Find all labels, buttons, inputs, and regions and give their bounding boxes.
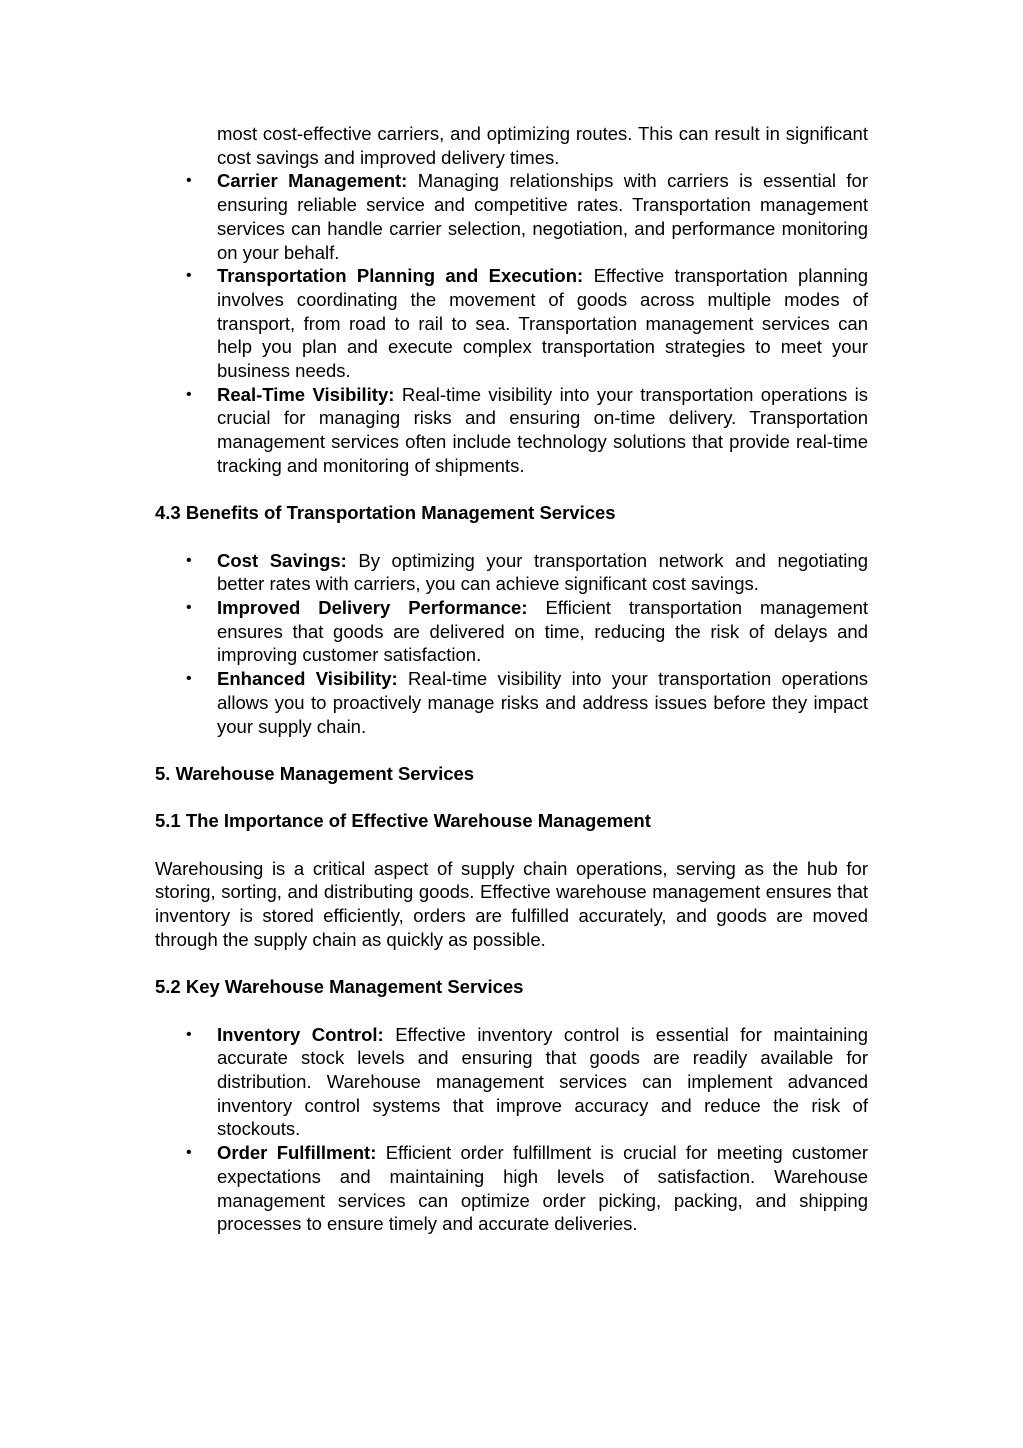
list-item bbox=[217, 667, 868, 738]
section-heading-5: 5. Warehouse Management Services bbox=[155, 762, 475, 784]
benefits-list bbox=[155, 549, 868, 739]
list-item bbox=[217, 383, 868, 478]
list-item-text: Real-time visibility into your transportation operations is crucial for managing risks and ensuring on-time delivery. Transportation management services often include technology solutions that provide real-time tracking and monitoring of shipments. bbox=[217, 383, 868, 476]
section-heading-4-3: 4.3 Benefits of Transportation Management Services bbox=[155, 502, 616, 524]
list-item bbox=[217, 122, 868, 169]
list-item-term: Enhanced Visibility: bbox=[217, 668, 398, 690]
list-item-text: Efficient order fulfillment is crucial for meeting customer expectations and maintaining high levels of satisfaction. Warehouse management services can optimize order picking, packing, and shipping processes to ensure timely and accurate deliveries. bbox=[217, 1142, 868, 1235]
list-item-term: Real-Time Visibility: bbox=[217, 383, 395, 405]
list-item-text: By optimizing your transportation network and negotiating better rates with carriers, you can achieve significant cost savings. bbox=[217, 549, 868, 595]
warehouse-services-list bbox=[155, 1023, 868, 1236]
list-item bbox=[217, 549, 868, 596]
list-item-term: Order Fulfillment: bbox=[217, 1142, 377, 1164]
list-item-text: Real-time visibility into your transportation operations allows you to proactively manage risks and address issues before they impact your supply chain. bbox=[217, 668, 869, 737]
list-item-text: Effective transportation planning involves coordinating the movement of goods across multiple modes of transport, from road to rail to sea. Transportation management services can help you plan and execute complex transportation strategies to meet your business needs. bbox=[217, 265, 869, 382]
list-item bbox=[217, 596, 868, 667]
list-item-term: Carrier Management: bbox=[217, 170, 408, 192]
document-page bbox=[155, 122, 868, 1236]
section-heading-5-2: 5.2 Key Warehouse Management Services bbox=[155, 976, 524, 998]
list-item bbox=[217, 1023, 868, 1142]
list-item-text: most cost-effective carriers, and optimizing routes. This can result in significant cost savings and improved delivery times. bbox=[217, 123, 868, 168]
list-item-term: Cost Savings: bbox=[217, 549, 347, 571]
list-item-term: Inventory Control: bbox=[217, 1023, 384, 1045]
list-item bbox=[217, 264, 868, 383]
section-heading-5-1: 5.1 The Importance of Effective Warehouse Management bbox=[155, 810, 651, 832]
list-item-text: Managing relationships with carriers is essential for ensuring reliable service and competitive rates. Transportation management services can handle carrier selection, negotiation, and performance monitoring on your behalf. bbox=[217, 170, 868, 263]
list-item-term: Improved Delivery Performance: bbox=[217, 597, 528, 619]
list-item bbox=[217, 169, 868, 264]
list-item-text: Efficient transportation management ensures that goods are delivered on time, reducing the risk of delays and improving customer satisfaction. bbox=[217, 597, 868, 666]
transport-services-list bbox=[155, 122, 868, 478]
list-item bbox=[217, 1141, 868, 1236]
list-item-term: Transportation Planning and Execution: bbox=[217, 265, 584, 287]
list-item-text: Effective inventory control is essential for maintaining accurate stock levels and ensuring that goods are readily available for distribution. Warehouse management services can implement advanced inventory control systems that improve accuracy and reduce the risk of stockouts. bbox=[217, 1023, 868, 1140]
body-paragraph: Warehousing is a critical aspect of supply chain operations, serving as the hub for storing, sorting, and distributing goods. Effective warehouse management ensures that inventory is stored efficiently, orders are fulfilled accurately, and goods are moved through the supply chain as quickly as possible. bbox=[155, 857, 868, 950]
